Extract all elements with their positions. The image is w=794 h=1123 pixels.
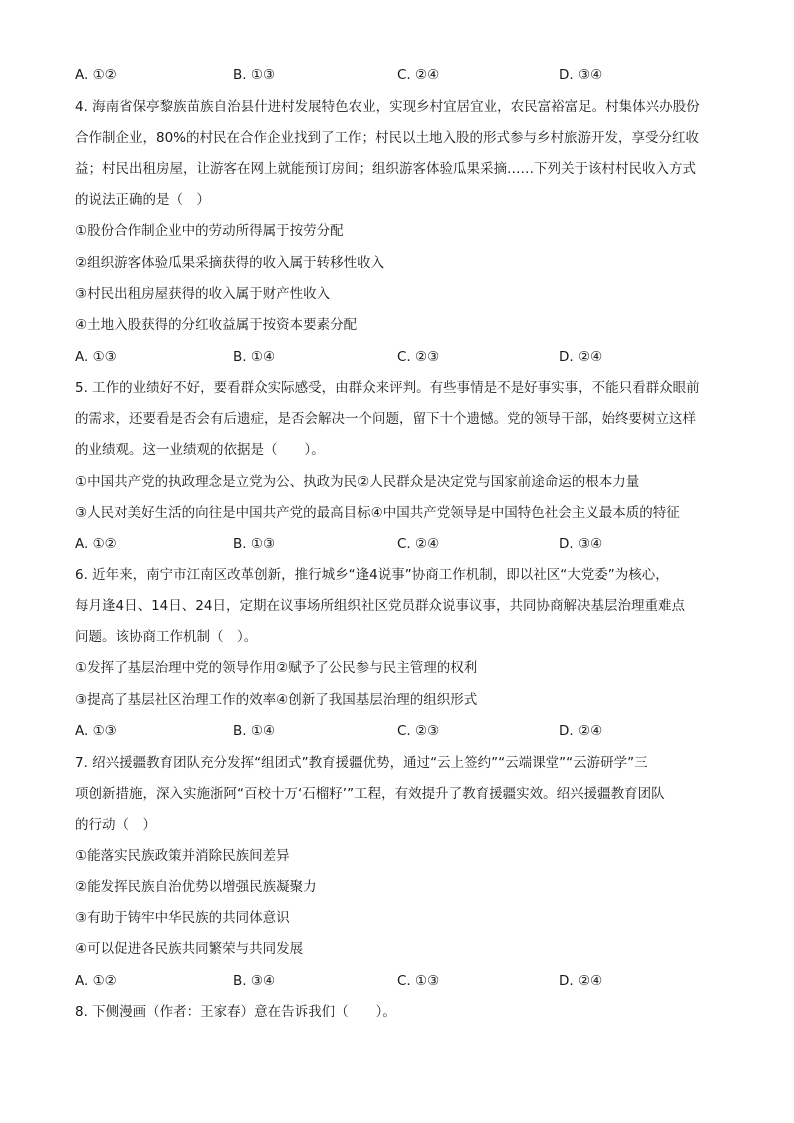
q7-statement: ①能落实民族政策并消除民族间差异 xyxy=(75,848,290,864)
q6-option-a[interactable]: A. ①③ xyxy=(75,723,117,739)
q5-options xyxy=(75,535,725,553)
q4-options xyxy=(75,348,725,366)
q4-statement: ②组织游客体验瓜果采摘获得的收入属于转移性收入 xyxy=(75,255,385,271)
q4-stem-line: 的说法正确的是（ ） xyxy=(75,192,210,208)
q6-options xyxy=(75,722,725,740)
q3-option-d[interactable]: D. ③④ xyxy=(559,67,603,83)
q6-stem-line: 每月逢4日、14日、24日，定期在议事场所组织社区党员群众说事议事，共同协商解决基层治理重难点 xyxy=(75,598,685,614)
q5-stem-line: 的需求，还要看是否会有后遗症，是否会解决一个问题，留下十个遗憾。党的领导干部，始终要树立这样 xyxy=(75,411,696,427)
q7-stem-line: 项创新措施，深入实施浙阿“百校十万‘石榴籽’”工程，有效提升了教育援疆实效。绍兴援疆教育团队 xyxy=(75,786,665,802)
q7-option-a[interactable]: A. ①② xyxy=(75,973,117,989)
q6-stem-line: 6. 近年来，南宁市江南区改革创新，推行城乡“逢4说事”协商工作机制，即以社区“大党委”为核心， xyxy=(75,567,669,583)
q4-option-d[interactable]: D. ②④ xyxy=(559,349,603,365)
q3-options xyxy=(75,66,725,84)
q5-option-d[interactable]: D. ③④ xyxy=(559,536,603,552)
q6-statement: ①发挥了基层治理中党的领导作用②赋予了公民参与民主管理的权利 xyxy=(75,660,478,676)
q7-option-c[interactable]: C. ①③ xyxy=(397,973,440,989)
q6-option-b[interactable]: B. ①④ xyxy=(233,723,276,739)
q6-stem-line: 问题。该协商工作机制（ ）。 xyxy=(75,629,258,645)
q7-options xyxy=(75,972,725,990)
q3-option-c[interactable]: C. ②④ xyxy=(397,67,440,83)
q6-option-c[interactable]: C. ②③ xyxy=(397,723,440,739)
q7-statement: ③有助于铸牢中华民族的共同体意识 xyxy=(75,910,290,926)
q7-stem-line: 7. 绍兴援疆教育团队充分发挥“组团式”教育援疆优势，通过“云上签约”“云端课堂”“云游研学”三 xyxy=(75,755,648,771)
q4-statement: ①股份合作制企业中的劳动所得属于按劳分配 xyxy=(75,223,344,239)
q3-option-a[interactable]: A. ①② xyxy=(75,67,117,83)
q5-stem-line: 5. 工作的业绩好不好，要看群众实际感受，由群众来评判。有些事情是不是好事实事，不能只看群众眼前 xyxy=(75,380,700,396)
q3-option-b[interactable]: B. ①③ xyxy=(233,67,276,83)
q4-stem-line: 益；村民出租房屋，让游客在网上就能预订房间；组织游客体验瓜果采摘……下列关于该村村民收入方式 xyxy=(75,161,696,177)
q6-statement: ③提高了基层社区治理工作的效率④创新了我国基层治理的组织形式 xyxy=(75,692,478,708)
q4-option-b[interactable]: B. ①④ xyxy=(233,349,276,365)
q4-option-a[interactable]: A. ①③ xyxy=(75,349,117,365)
q5-statement: ①中国共产党的执政理念是立党为公、执政为民②人民群众是决定党与国家前途命运的根本力量 xyxy=(75,474,640,490)
q4-stem-line: 4. 海南省保亭黎族苗族自治县什进村发展特色农业，实现乡村宜居宜业，农民富裕富足。村集体兴办股份 xyxy=(75,99,700,115)
q5-option-b[interactable]: B. ①③ xyxy=(233,536,276,552)
q5-option-a[interactable]: A. ①② xyxy=(75,536,117,552)
q7-stem-line: 的行动（ ） xyxy=(75,817,156,833)
q7-option-d[interactable]: D. ②④ xyxy=(559,973,603,989)
q6-option-d[interactable]: D. ②④ xyxy=(559,723,603,739)
q5-option-c[interactable]: C. ②④ xyxy=(397,536,440,552)
q4-statement: ④土地入股获得的分红收益属于按资本要素分配 xyxy=(75,317,358,333)
q8-stem-line: 8. 下侧漫画（作者：王家春）意在告诉我们（ ）。 xyxy=(75,1004,396,1020)
q5-statement: ③人民对美好生活的向往是中国共产党的最高目标④中国共产党领导是中国特色社会主义最本质的特征 xyxy=(75,505,680,521)
q7-statement: ④可以促进各民族共同繁荣与共同发展 xyxy=(75,941,304,957)
q4-statement: ③村民出租房屋获得的收入属于财产性收入 xyxy=(75,286,331,302)
q5-stem-line: 的业绩观。这一业绩观的依据是（ ）。 xyxy=(75,442,325,458)
q4-option-c[interactable]: C. ②③ xyxy=(397,349,440,365)
q7-statement: ②能发挥民族自治优势以增强民族凝聚力 xyxy=(75,879,317,895)
q4-stem-line: 合作制企业，80%的村民在合作企业找到了工作；村民以土地入股的形式参与乡村旅游开发，享受分红收 xyxy=(75,130,700,146)
q7-option-b[interactable]: B. ③④ xyxy=(233,973,276,989)
